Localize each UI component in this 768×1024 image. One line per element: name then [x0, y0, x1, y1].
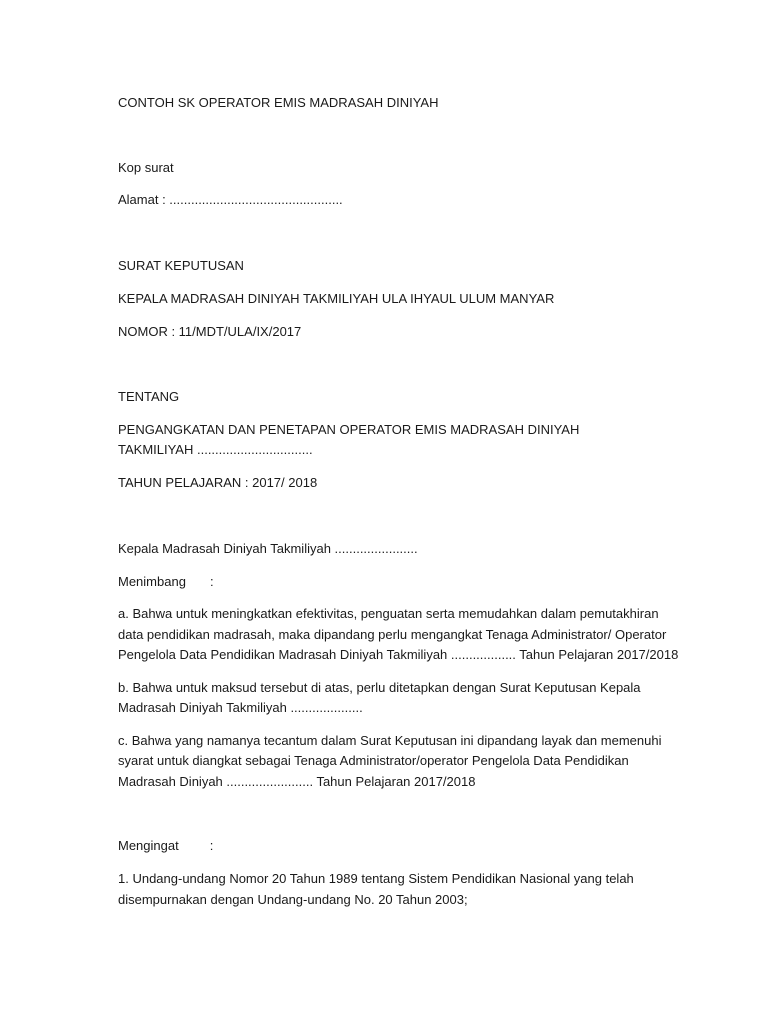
kop-surat: Kop surat — [118, 160, 174, 175]
point-c-line-1: c. Bahwa yang namanya tecantum dalam Surat Keputusan ini dipandang layak dan memenuhi — [118, 733, 662, 748]
point-b-line-1: b. Bahwa untuk maksud tersebut di atas, perlu ditetapkan dengan Surat Keputusan Kepala — [118, 680, 641, 695]
point-c-line-3: Madrasah Diniyah ........................ Tahun Pelajaran 2017/2018 — [118, 774, 476, 789]
mengingat-heading — [118, 836, 213, 856]
kepala-madrasah-line: Kepala Madrasah Diniyah Takmiliyah ....................... — [118, 541, 418, 556]
kepala-madrasah-title: KEPALA MADRASAH DINIYAH TAKMILIYAH ULA IHYAUL ULUM MANYAR — [118, 291, 555, 306]
point-a-line-1: a. Bahwa untuk meningkatkan efektivitas, penguatan serta memudahkan dalam pemutakhiran — [118, 606, 659, 621]
alamat-line: Alamat : ................................................ — [118, 192, 343, 207]
point-1-line-1: 1. Undang-undang Nomor 20 Tahun 1989 tentang Sistem Pendidikan Nasional yang telah — [118, 871, 634, 886]
point-a-line-2: data pendidikan madrasah, maka dipandang perlu mengangkat Tenaga Administrator/ Operator — [118, 627, 667, 642]
menimbang-colon: : — [209, 574, 214, 589]
surat-keputusan-title: SURAT KEPUTUSAN — [118, 258, 244, 273]
document-heading: CONTOH SK OPERATOR EMIS MADRASAH DINIYAH — [118, 95, 439, 110]
tentang-title: TENTANG — [118, 389, 180, 404]
menimbang-label: Menimbang — [118, 574, 186, 589]
menimbang-heading — [118, 572, 214, 592]
point-b-line-2: Madrasah Diniyah Takmiliyah .................... — [118, 700, 363, 715]
point-c-line-2: syarat untuk diangkat sebagai Tenaga Administrator/operator Pengelola Data Pendidikan — [118, 753, 629, 768]
point-a-line-3: Pengelola Data Pendidikan Madrasah Diniyah Takmiliyah .................. Tahun Pelajaran 2017/2018 — [118, 647, 679, 662]
mengingat-colon: : — [209, 838, 214, 853]
nomor-line: NOMOR : 11/MDT/ULA/IX/2017 — [118, 324, 302, 339]
point-1-line-2: disempurnakan dengan Undang-undang No. 20 Tahun 2003; — [118, 892, 468, 907]
pengangkatan-line-1: PENGANGKATAN DAN PENETAPAN OPERATOR EMIS MADRASAH DINIYAH — [118, 422, 580, 437]
tahun-pelajaran-line: TAHUN PELAJARAN : 2017/ 2018 — [118, 475, 318, 490]
pengangkatan-line-2: TAKMILIYAH ................................ — [118, 442, 313, 457]
mengingat-label: Mengingat — [118, 838, 179, 853]
